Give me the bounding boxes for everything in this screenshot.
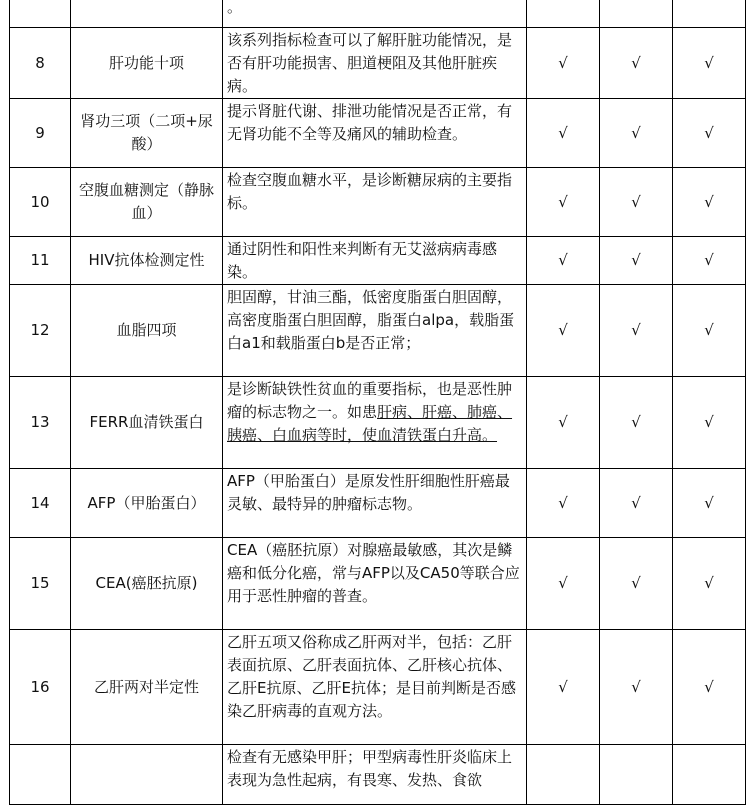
- package-1-check-mark: √: [527, 28, 600, 99]
- package-1-check-mark: √: [527, 168, 600, 237]
- package-2-check-mark: √: [600, 285, 673, 377]
- package-1-check-mark: √: [527, 630, 600, 745]
- description-text: 提示肾脏代谢、排泄功能情况是否正常，有无肾功能不全等及痛风的辅助检查。: [227, 102, 513, 143]
- package-3-check-mark: √: [673, 630, 746, 745]
- table-row: [10, 377, 746, 469]
- row-number: 14: [10, 469, 71, 538]
- exam-item-name: [71, 0, 223, 28]
- table-row: [10, 469, 746, 538]
- row-number: 16: [10, 630, 71, 745]
- exam-item-description: [223, 0, 527, 28]
- exam-item-name: 乙肝两对半定性: [71, 630, 223, 745]
- package-3-check-mark: √: [673, 99, 746, 168]
- description-text: 该系列指标检查可以了解肝脏功能情况，是否有肝功能损害、胆道梗阻及其他肝脏疾病。: [227, 31, 513, 95]
- exam-item-name: [71, 745, 223, 805]
- description-text: 通过阴性和阳性来判断有无艾滋病病毒感染。: [227, 240, 498, 281]
- package-1-check-mark: √: [527, 538, 600, 630]
- exam-item-description: [223, 99, 527, 168]
- row-number: [10, 0, 71, 28]
- package-2-check-mark: √: [600, 538, 673, 630]
- table-body: [10, 0, 746, 805]
- description-text: 胆固醇，甘油三酯，低密度脂蛋白胆固醇，高密度脂蛋白胆固醇，脂蛋白alpa，载脂蛋白a1和载脂蛋白b是否正常；: [227, 288, 515, 352]
- exam-item-description: [223, 377, 527, 469]
- description-text: 检查有无感染甲肝；甲型病毒性肝炎临床上表现为急性起病，有畏寒、发热、食欲: [227, 748, 513, 789]
- exam-item-name: 肝功能十项: [71, 28, 223, 99]
- package-3-check-mark: √: [673, 285, 746, 377]
- exam-item-name: FERR血清铁蛋白: [71, 377, 223, 469]
- description-text: 是诊断缺铁性贫血的重要指标，也是恶性肿瘤的标志物之一。如患: [227, 380, 513, 421]
- package-3-check-mark: [673, 745, 746, 805]
- table-row: [10, 99, 746, 168]
- package-2-check-mark: √: [600, 237, 673, 285]
- exam-item-description: [223, 285, 527, 377]
- exam-item-description: [223, 28, 527, 99]
- row-number: 9: [10, 99, 71, 168]
- package-1-check-mark: √: [527, 237, 600, 285]
- row-number: 12: [10, 285, 71, 377]
- package-1-check-mark: √: [527, 99, 600, 168]
- table-row: [10, 0, 746, 28]
- description-text: CEA（癌胚抗原）对腺癌最敏感，其次是鳞癌和低分化癌，常与AFP以及CA50等联合应用于恶性肿瘤的普查。: [227, 541, 520, 605]
- row-number: 11: [10, 237, 71, 285]
- description-text: AFP（甲胎蛋白）是原发性肝细胞性肝癌最灵敏、最特异的肿瘤标志物。: [227, 472, 510, 513]
- row-number: [10, 745, 71, 805]
- exam-item-name: 空腹血糖测定（静脉血）: [71, 168, 223, 237]
- exam-item-description: [223, 237, 527, 285]
- exam-item-description: [223, 168, 527, 237]
- package-2-check-mark: [600, 745, 673, 805]
- exam-item-name: 血脂四项: [71, 285, 223, 377]
- package-3-check-mark: √: [673, 469, 746, 538]
- package-2-check-mark: √: [600, 630, 673, 745]
- package-1-check-mark: [527, 745, 600, 805]
- package-3-check-mark: √: [673, 168, 746, 237]
- package-2-check-mark: [600, 0, 673, 28]
- table-row: [10, 285, 746, 377]
- exam-item-name: 肾功三项（二项+尿酸）: [71, 99, 223, 168]
- description-text: 乙肝五项又俗称成乙肝两对半，包括：乙肝表面抗原、乙肝表面抗体、乙肝核心抗体、乙肝E抗原、乙肝E抗体；是目前判断是否感染乙肝病毒的直观方法。: [227, 633, 516, 720]
- package-1-check-mark: √: [527, 469, 600, 538]
- exam-item-name: AFP（甲胎蛋白）: [71, 469, 223, 538]
- package-3-check-mark: √: [673, 28, 746, 99]
- row-number: 10: [10, 168, 71, 237]
- package-2-check-mark: √: [600, 377, 673, 469]
- exam-item-description: [223, 745, 527, 805]
- row-number: 15: [10, 538, 71, 630]
- table-row: [10, 745, 746, 805]
- package-1-check-mark: [527, 0, 600, 28]
- package-2-check-mark: √: [600, 28, 673, 99]
- table-row: [10, 28, 746, 99]
- exam-item-name: CEA(癌胚抗原): [71, 538, 223, 630]
- table-row: [10, 168, 746, 237]
- row-number: 8: [10, 28, 71, 99]
- description-text: 。: [227, 0, 243, 16]
- exam-items-table: [9, 0, 746, 805]
- package-3-check-mark: √: [673, 377, 746, 469]
- table-row: [10, 630, 746, 745]
- description-underlined-text: 肝病、肝癌、肺癌、胰癌、白血病等时，使血清铁蛋白升高。: [227, 403, 513, 444]
- package-3-check-mark: √: [673, 538, 746, 630]
- package-1-check-mark: √: [527, 285, 600, 377]
- table-row: [10, 538, 746, 630]
- package-2-check-mark: √: [600, 168, 673, 237]
- row-number: 13: [10, 377, 71, 469]
- exam-item-description: [223, 630, 527, 745]
- package-3-check-mark: [673, 0, 746, 28]
- exam-item-description: [223, 469, 527, 538]
- package-1-check-mark: √: [527, 377, 600, 469]
- description-text: 检查空腹血糖水平，是诊断糖尿病的主要指标。: [227, 171, 513, 212]
- exam-item-description: [223, 538, 527, 630]
- table-row: [10, 237, 746, 285]
- exam-item-name: HIV抗体检测定性: [71, 237, 223, 285]
- package-2-check-mark: √: [600, 469, 673, 538]
- package-2-check-mark: √: [600, 99, 673, 168]
- package-3-check-mark: √: [673, 237, 746, 285]
